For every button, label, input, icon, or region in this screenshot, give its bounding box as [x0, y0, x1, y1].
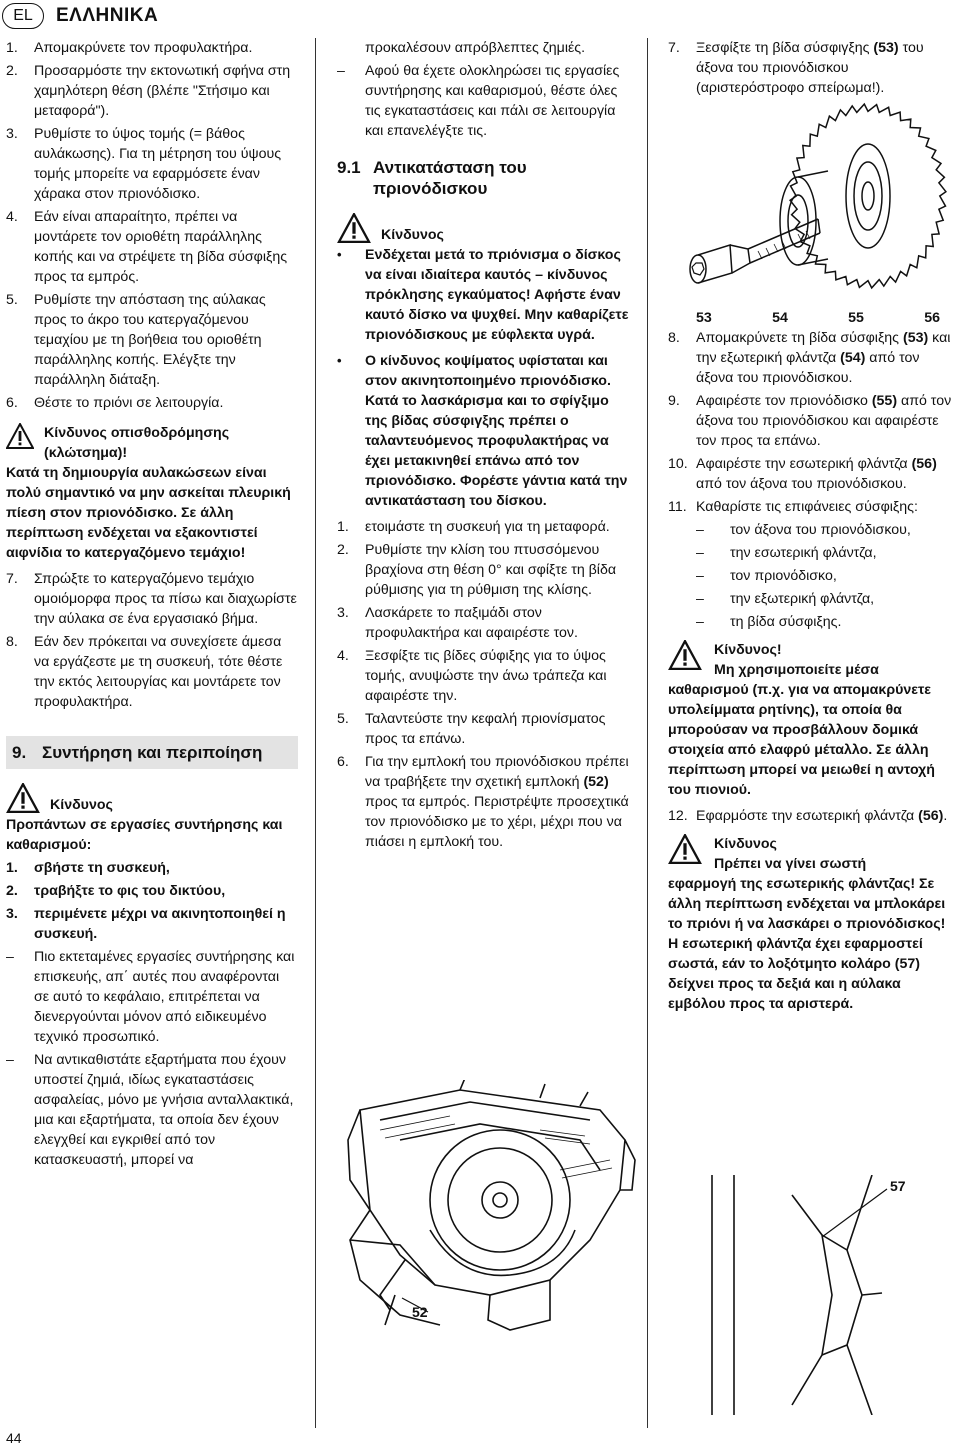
warning-title-line1: Κίνδυνος!: [714, 642, 782, 658]
saw-head-illustration: [340, 1080, 640, 1360]
step-1: 1. Απομακρύνετε τον προφυλακτήρα.: [6, 40, 253, 56]
step-4: 4. Εάν είναι απαραίτητο, πρέπει να μοντάρετε τον οριοθέτη παράλληλης κοπής και να στρέψετε τη βίδα σύσφιξης προς τα εμπρός.: [6, 209, 288, 285]
language-code-badge: EL: [2, 3, 44, 29]
clean-item-5: – τη βίδα σύσφιξης.: [696, 614, 842, 630]
blade-assembly-illustration: [668, 101, 958, 306]
clean-item-3: – τον πριονόδισκο,: [696, 568, 837, 584]
blade-step-11: 11. Καθαρίστε τις επιφάνειες σύσφιξης:: [668, 499, 918, 515]
blade-step-5: 5. Ταλαντεύστε την κεφαλή πριονίσματος προς τα επάνω.: [337, 711, 606, 747]
kickback-warning-text: Κατά τη δημιουργία αυλακώσεων είναι πολύ σημαντικό να μην ασκείται πλευρική πίεση στον πριονόδισκο. Σε άλλη περίπτωση ενδέχεται να εξακοντιστεί αιφνίδια το κατεργαζόμενο τεμάχιο!: [6, 465, 291, 561]
danger-title: Κίνδυνος: [50, 797, 113, 813]
figure-labels-53-56: [668, 306, 958, 328]
figure-label-54: 54: [772, 310, 788, 326]
continued-text: προκαλέσουν απρόβλεπτες ζημιές.: [365, 40, 586, 56]
clean-item-4: – την εξωτερική φλάντζα,: [696, 591, 875, 607]
column-2: [337, 38, 635, 855]
danger-intro: Προπάντων σε εργασίες συντήρησης και καθαρισμού:: [6, 817, 283, 853]
warning-triangle-icon: [337, 213, 371, 243]
warning-triangle-icon: [6, 423, 34, 449]
dash-item: – Αφού θα έχετε ολοκληρώσει τις εργασίες συντήρησης και καθαρισμού, θέστε όλες τις εγκαταστάσεις και πάλι σε λειτουργία και επανελέγξτε τις.: [337, 63, 620, 139]
danger-blade: [337, 213, 635, 245]
blade-step-2: 2. Ρυθμίστε την κλίση του πτυσσόμενου βραχίονα στη θέση 0° και σφίξτε τη βίδα ρύθμισης για τη ρύθμιση της κλίσης.: [337, 542, 617, 598]
warning-title-line2: (κλώτσημα)!: [44, 445, 128, 461]
warning-triangle-icon: [668, 834, 702, 864]
blade-step-3: 3. Λασκάρετε το παξιμάδι στον προφυλακτήρα και αφαιρέστε τον.: [337, 605, 578, 641]
danger-title: Κίνδυνος: [381, 227, 444, 243]
warning-title-line2: Πρέπει να γίνει σωστή: [714, 856, 867, 872]
page-header: [2, 3, 158, 29]
page-number: 44: [6, 1430, 22, 1446]
blade-step-6: 6. Για την εμπλοκή του πριονόδισκου πρέπει να τραβήξετε την σχετική εμπλοκή (52) προς τα εμπρός. Περιστρέψτε προσεχτικά τον πριονόδισκο με το χέρι, μέχρι που να πιάσει η εμπλοκή του.: [337, 754, 629, 850]
kickback-warning: [6, 423, 298, 463]
figure-label-52: 52: [412, 1304, 428, 1320]
danger-flange: [668, 834, 958, 874]
dash-item-2: – Να αντικαθιστάτε εξαρτήματα που έχουν υποστεί ζημιά, ιδίως εγκαταστάσεις ασφαλείας, μόνο με γνήσια ανταλλακτικά, μια και εξαρτήματα, τα οποία δεν έχουν ελεγχθεί και εγκριθεί από τον κατασκευαστή, μπορεί να: [6, 1052, 294, 1168]
bullet-item-2: • Ο κίνδυνος κοψίματος υφίσταται και στον ακινητοποιημένο πριονόδισκο. Κατά το λασκάρισμα και το σφίγξιμο της βίδας σύσφιγξης πρέπει ο ταλαντευόμενος προφυλακτήρας να έχει μετακινηθεί επάνω από τον πριονόδισκο. Φορέστε γάντια κατά την αντικατάσταση του δίσκου.: [337, 353, 628, 509]
language-title: ΕΛΛΗΝΙΚΑ: [56, 5, 159, 26]
figure-label-56: 56: [924, 310, 940, 326]
figure-label-57: 57: [890, 1178, 906, 1194]
flange-illustration: [672, 1175, 952, 1415]
danger-cleaning-agents: [668, 640, 958, 680]
step-6: 6. Θέστε το πριόνι σε λειτουργία.: [6, 395, 224, 411]
column-3: [668, 38, 958, 1014]
warning-text: καθαρισμού (π.χ. για να απομακρύνετε υπολείμματα ρητίνης), τα οποία θα μπορούσαν να προσβάλλουν δομικά στοιχεία από ελαφρύ μέταλλο. Σε άλλη περίπτωση μπορεί να μειωθεί η αντοχή του πιονιού.: [668, 682, 935, 798]
figure-label-55: 55: [848, 310, 864, 326]
danger-step-2: 2. τραβήξτε το φις του δικτύου,: [6, 883, 226, 899]
blade-step-10: 10. Αφαιρέστε την εσωτερική φλάντζα (56) από τον άξονα του πριονόδισκου.: [668, 456, 937, 492]
dash-item-1: – Πιο εκτεταμένες εργασίες συντήρησης και επισκευής, απ΄ αυτές που αναφέρονται σε αυτό το κεφάλαιο, επιτρέπεται να διενεργούνται μόνον από ειδικευμένο τεχνικό προσωπικό.: [6, 949, 295, 1045]
warning-triangle-icon: [6, 783, 40, 813]
danger-maintenance: [6, 783, 298, 815]
clean-item-1: – τον άξονα του πριονόδισκου,: [696, 522, 911, 538]
step-8: 8. Εάν δεν πρόκειται να συνεχίσετε άμεσα να εργάζεστε με τη συσκευή, τότε θέστε την εκτός λειτουργίας και μοντάρετε τον προφυλακτήρα.: [6, 634, 283, 710]
step-2: 2. Προσαρμόστε την εκτονωτική σφήνα στη χαμηλότερη θέση (βλέπε "Στήσιμο και μεταφορά").: [6, 63, 291, 119]
step-3: 3. Ρυθμίστε το ύψος τομής (= βάθος αυλάκωσης). Για τη μέτρηση του ύψους τομής μπορείτε να εφαρμόσετε έναν χάρακα στον πριονόδισκο.: [6, 126, 282, 202]
blade-step-9: 9. Αφαιρέστε τον πριονόδισκο (55) από τον άξονα του πριονόδισκου και αφαιρέστε τον προς τα επάνω.: [668, 393, 952, 449]
blade-step-8: 8. Απομακρύνετε τη βίδα σύσφιξης (53) και την εξωτερική φλάντζα (54) από τον άξονα του πριονόδισκου.: [668, 330, 951, 386]
blade-step-1: 1. ετοιμάστε τη συσκευή για τη μεταφορά.: [337, 519, 610, 535]
column-1: [6, 38, 298, 1173]
blade-step-12: 12. Εφαρμόστε την εσωτερική φλάντζα (56).: [668, 808, 948, 824]
figure-label-53: 53: [696, 310, 712, 326]
bullet-item-1: • Ενδέχεται μετά το πριόνισμα ο δίσκος να είναι ιδιαίτερα καυτός – κίνδυνος πρόκλησης εγκαύματος! Αφήστε έναν καυτό δίσκο να ψυχθεί. Μην καθαρίζετε πριονόδισκους με εύφλεκτα υγρά.: [337, 247, 629, 343]
step-5: 5. Ρυθμίστε την απόσταση της αύλακας προς το άκρο του κατεργαζόμενου τεμαχίου με τη βοήθεια του οριοθέτη παράλληλης κοπής. Ελέγξτε την παράλληλη διάταξη.: [6, 292, 266, 388]
clean-item-2: – την εσωτερική φλάντζα,: [696, 545, 877, 561]
warning-title-line2: Μη χρησιμοποιείτε μέσα: [714, 662, 879, 678]
warning-text: εφαρμογή της εσωτερικής φλάντζας! Σε άλλη περίπτωση ενδέχεται να μπλοκάρει το πριόνι ή να λασκάρει ο πριονόδισκος! Η εσωτερική φλάντζα έχει εφαρμοστεί σωστά, εάν το λοξότμητο κολάρο (57) δείχνει προς τα δεξιά και η αύλακα εμβόλου προς τα αριστερά.: [668, 876, 946, 1012]
column-divider-1: [315, 38, 316, 1428]
column-divider-2: [647, 38, 648, 1428]
section-heading-blade-change: 9.1 Αντικατάσταση του πριονόδισκου: [337, 158, 527, 198]
section-heading-maintenance: 9. Συντήρηση και περιποίηση: [6, 736, 298, 769]
danger-step-3: 3. περιμένετε μέχρι να ακινητοποιηθεί η συσκευή.: [6, 906, 286, 942]
danger-step-1: 1. σβήστε τη συσκευή,: [6, 860, 170, 876]
warning-title-line1: Κίνδυνος οπισθοδρόμησης: [44, 425, 230, 441]
blade-step-7: 7. Ξεσφίξτε τη βίδα σύσφιγξης (53) του άξονα του πριονόδισκου (αριστερόστροφο σπείρωμα!).: [668, 40, 924, 96]
warning-triangle-icon: [668, 640, 702, 670]
blade-step-4: 4. Ξεσφίξτε τις βίδες σύφιξης για το ύψος τομής, ανυψώστε την άνω τράπεζα και αφαιρέστε την.: [337, 648, 607, 704]
warning-title-line1: Κίνδυνος: [714, 836, 777, 852]
step-7: 7. Σπρώξτε το κατεργαζόμενο τεμάχιο ομοιόμορφα προς τα πίσω και διαχωρίστε την αύλακα σε ένα εργασιακό βήμα.: [6, 571, 297, 627]
